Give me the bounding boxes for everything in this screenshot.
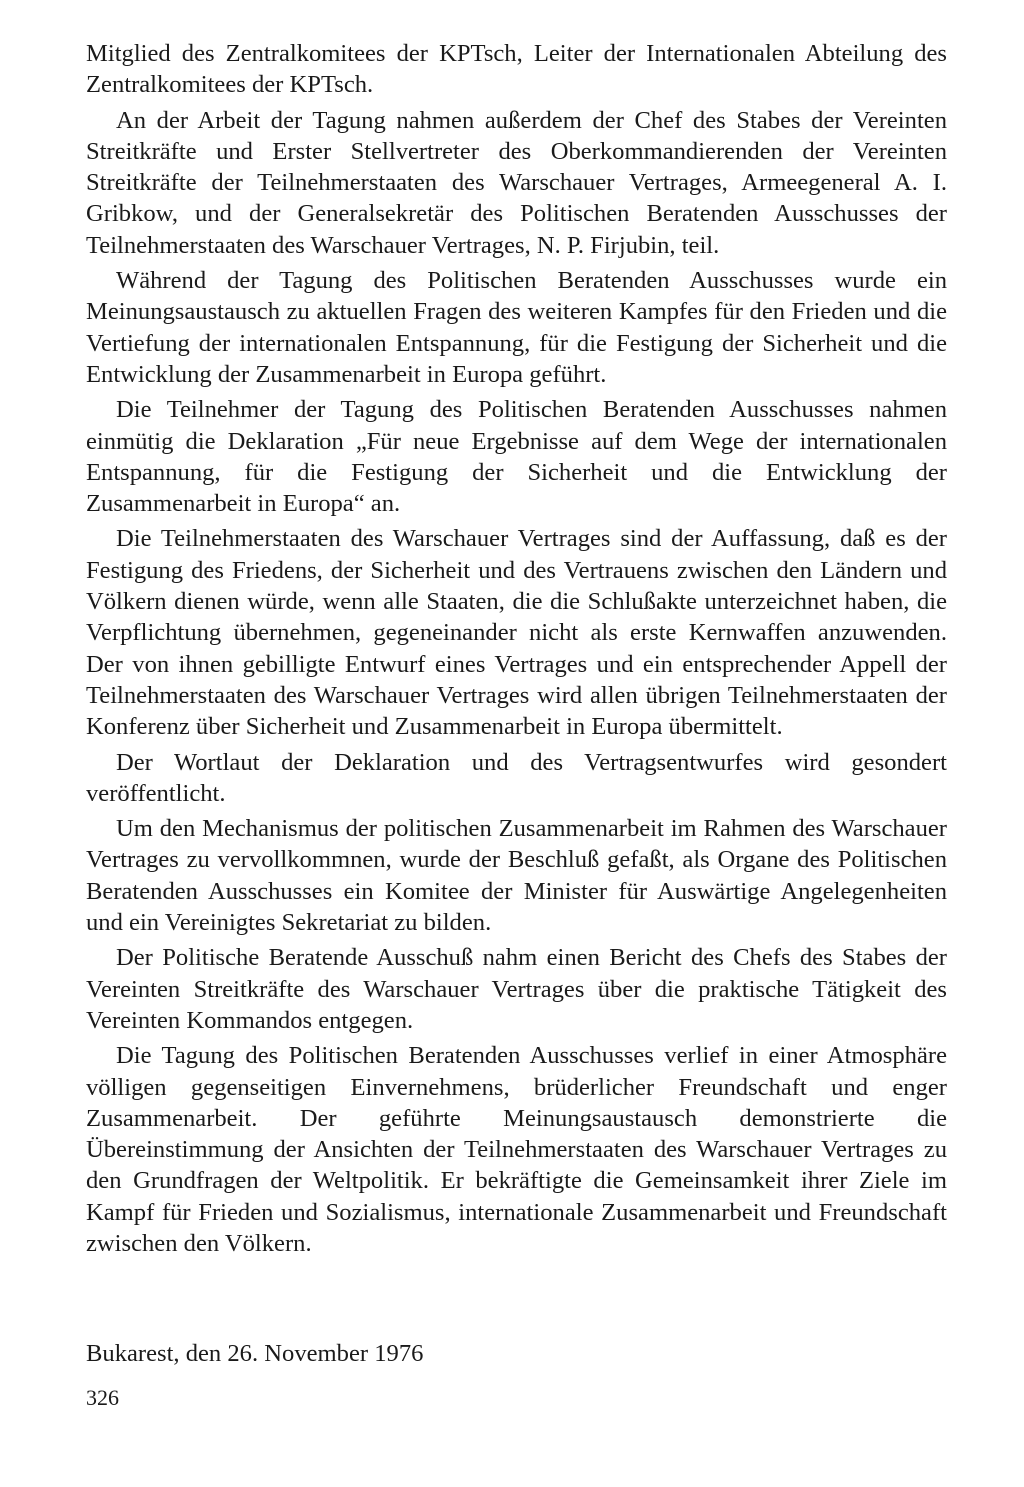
document-body xyxy=(86,38,947,1263)
paragraph-mechanism: Um den Mechanismus der politischen Zusammenarbeit im Rahmen des Warschauer Vertrages zu vervollkommnen, wurde der Beschluß gefaßt, als Organe des Politischen Beratenden Ausschusses ein Komitee der Minister für Auswärtige Angelegenheiten und ein Vereinigtes Sekretariat zu bilden. xyxy=(86,815,947,937)
paragraph-publication: Der Wortlaut der Deklaration und des Vertragsentwurfes wird gesondert veröffentlicht. xyxy=(86,748,947,807)
place-date: Bukarest, den 26. November 1976 xyxy=(86,1340,424,1367)
paragraph-atmosphere: Die Tagung des Politischen Beratenden Ausschusses verlief in einer Atmosphäre völligen gegenseitigen Einvernehmens, brüderlicher Freundschaft und enger Zusammenarbeit. Der geführte Meinungsaustausch demonstrierte die Übereinstimmung der Ansichten der Teilnehmerstaaten des Warschauer Vertrages zu den Grundfragen der Weltpolitik. Er bekräftigte die Gemeinsamkeit ihrer Ziele im Kampf für Frieden und Sozialismus, internationale Zusammenarbeit und Freundschaft zwischen den Völkern. xyxy=(86,1042,947,1257)
page-number: 326 xyxy=(86,1385,119,1410)
paragraph-report: Der Politische Beratende Ausschuß nahm einen Bericht des Chefs des Stabes der Vereinten Streitkräfte des Warschauer Vertrages über die praktische Tätigkeit des Vereinten Kommandos entgegen. xyxy=(86,944,947,1034)
paragraph-declaration: Die Teilnehmer der Tagung des Politischen Beratenden Ausschusses nahmen einmütig die Deklaration „Für neue Ergebnisse auf dem Wege der internationalen Entspannung, für die Festigung der Sicherheit und die Entwicklung der Zusammenarbeit in Europa“ an. xyxy=(86,396,947,518)
paragraph-continuation: Mitglied des Zentralkomitees der KPTsch, Leiter der Internationalen Abteilung des Zentralkomitees der KPTsch. xyxy=(86,40,947,99)
paragraph-nuclear-weapons: Die Teilnehmerstaaten des Warschauer Vertrages sind der Auffassung, daß es der Festigung des Friedens, der Sicherheit und des Vertrauens zwischen den Ländern und Völkern dienen würde, wenn alle Staaten, die die Schlußakte unterzeichnet haben, die Verpflichtung übernehmen, gegeneinander nicht als erste Kernwaffen anzuwenden. Der von ihnen gebilligte Entwurf eines Vertrages und ein entsprechender Appell der Teilnehmerstaaten des Warschauer Vertrages wird allen übrigen Teilnehmerstaaten der Konferenz über Sicherheit und Zusammenarbeit in Europa übermittelt. xyxy=(86,525,947,741)
paragraph-exchange: Während der Tagung des Politischen Beratenden Ausschusses wurde ein Meinungsaustausch zu aktuellen Fragen des weiteren Kampfes für den Frieden und die Vertiefung der internationalen Entspannung, für die Festigung der Sicherheit und die Entwicklung der Zusammenarbeit in Europa geführt. xyxy=(86,267,947,388)
paragraph-participants: An der Arbeit der Tagung nahmen außerdem der Chef des Stabes der Vereinten Streitkräfte und Erster Stellvertreter des Oberkommandierenden der Vereinten Streitkräfte der Teilnehmerstaaten des Warschauer Vertrages, Armeegeneral A. I. Gribkow, und der Generalsekretär des Politischen Beratenden Ausschusses der Teilnehmerstaaten des Warschauer Vertrages, N. P. Firjubin, teil. xyxy=(86,106,947,259)
